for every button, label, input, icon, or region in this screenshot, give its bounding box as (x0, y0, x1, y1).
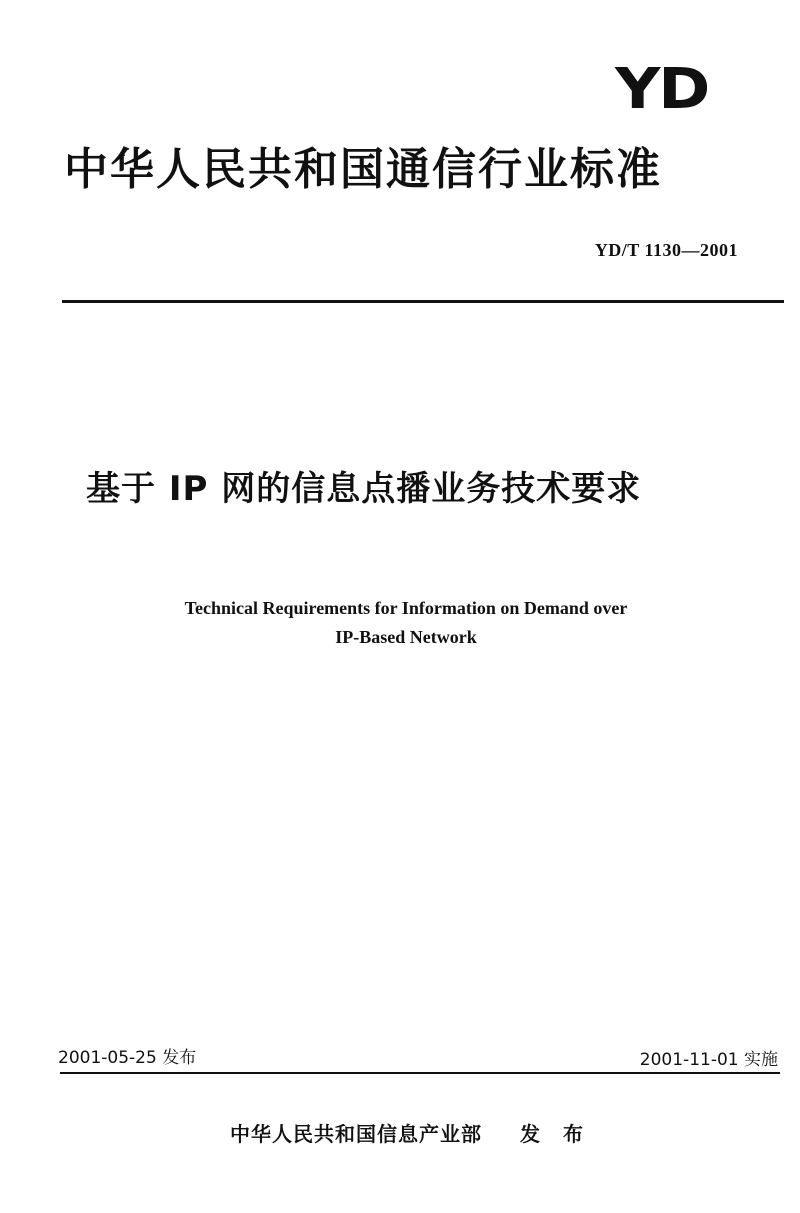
standard-number: YD/T 1130—2001 (594, 240, 738, 260)
issue-date: 2001-05-25 发布 (58, 1048, 197, 1068)
top-divider (62, 300, 784, 303)
issuer-name: 中华人民共和国信息产业部 (230, 1122, 482, 1146)
issuer-action: 发 布 (520, 1122, 591, 1146)
document-title-en (0, 594, 800, 652)
bottom-divider (60, 1072, 780, 1074)
standard-category-title: 中华人民共和国通信行业标准 (64, 144, 662, 195)
document-title-en-line2: IP-Based Network (335, 627, 477, 647)
issuer-line (230, 1118, 591, 1147)
yd-logo: YD (614, 57, 708, 122)
document-title-cn: 基于 IP 网的信息点播业务技术要求 (86, 469, 642, 509)
document-title-en-line1: Technical Requirements for Information on Demand over (184, 598, 628, 618)
implementation-date: 2001-11-01 实施 (639, 1050, 778, 1070)
